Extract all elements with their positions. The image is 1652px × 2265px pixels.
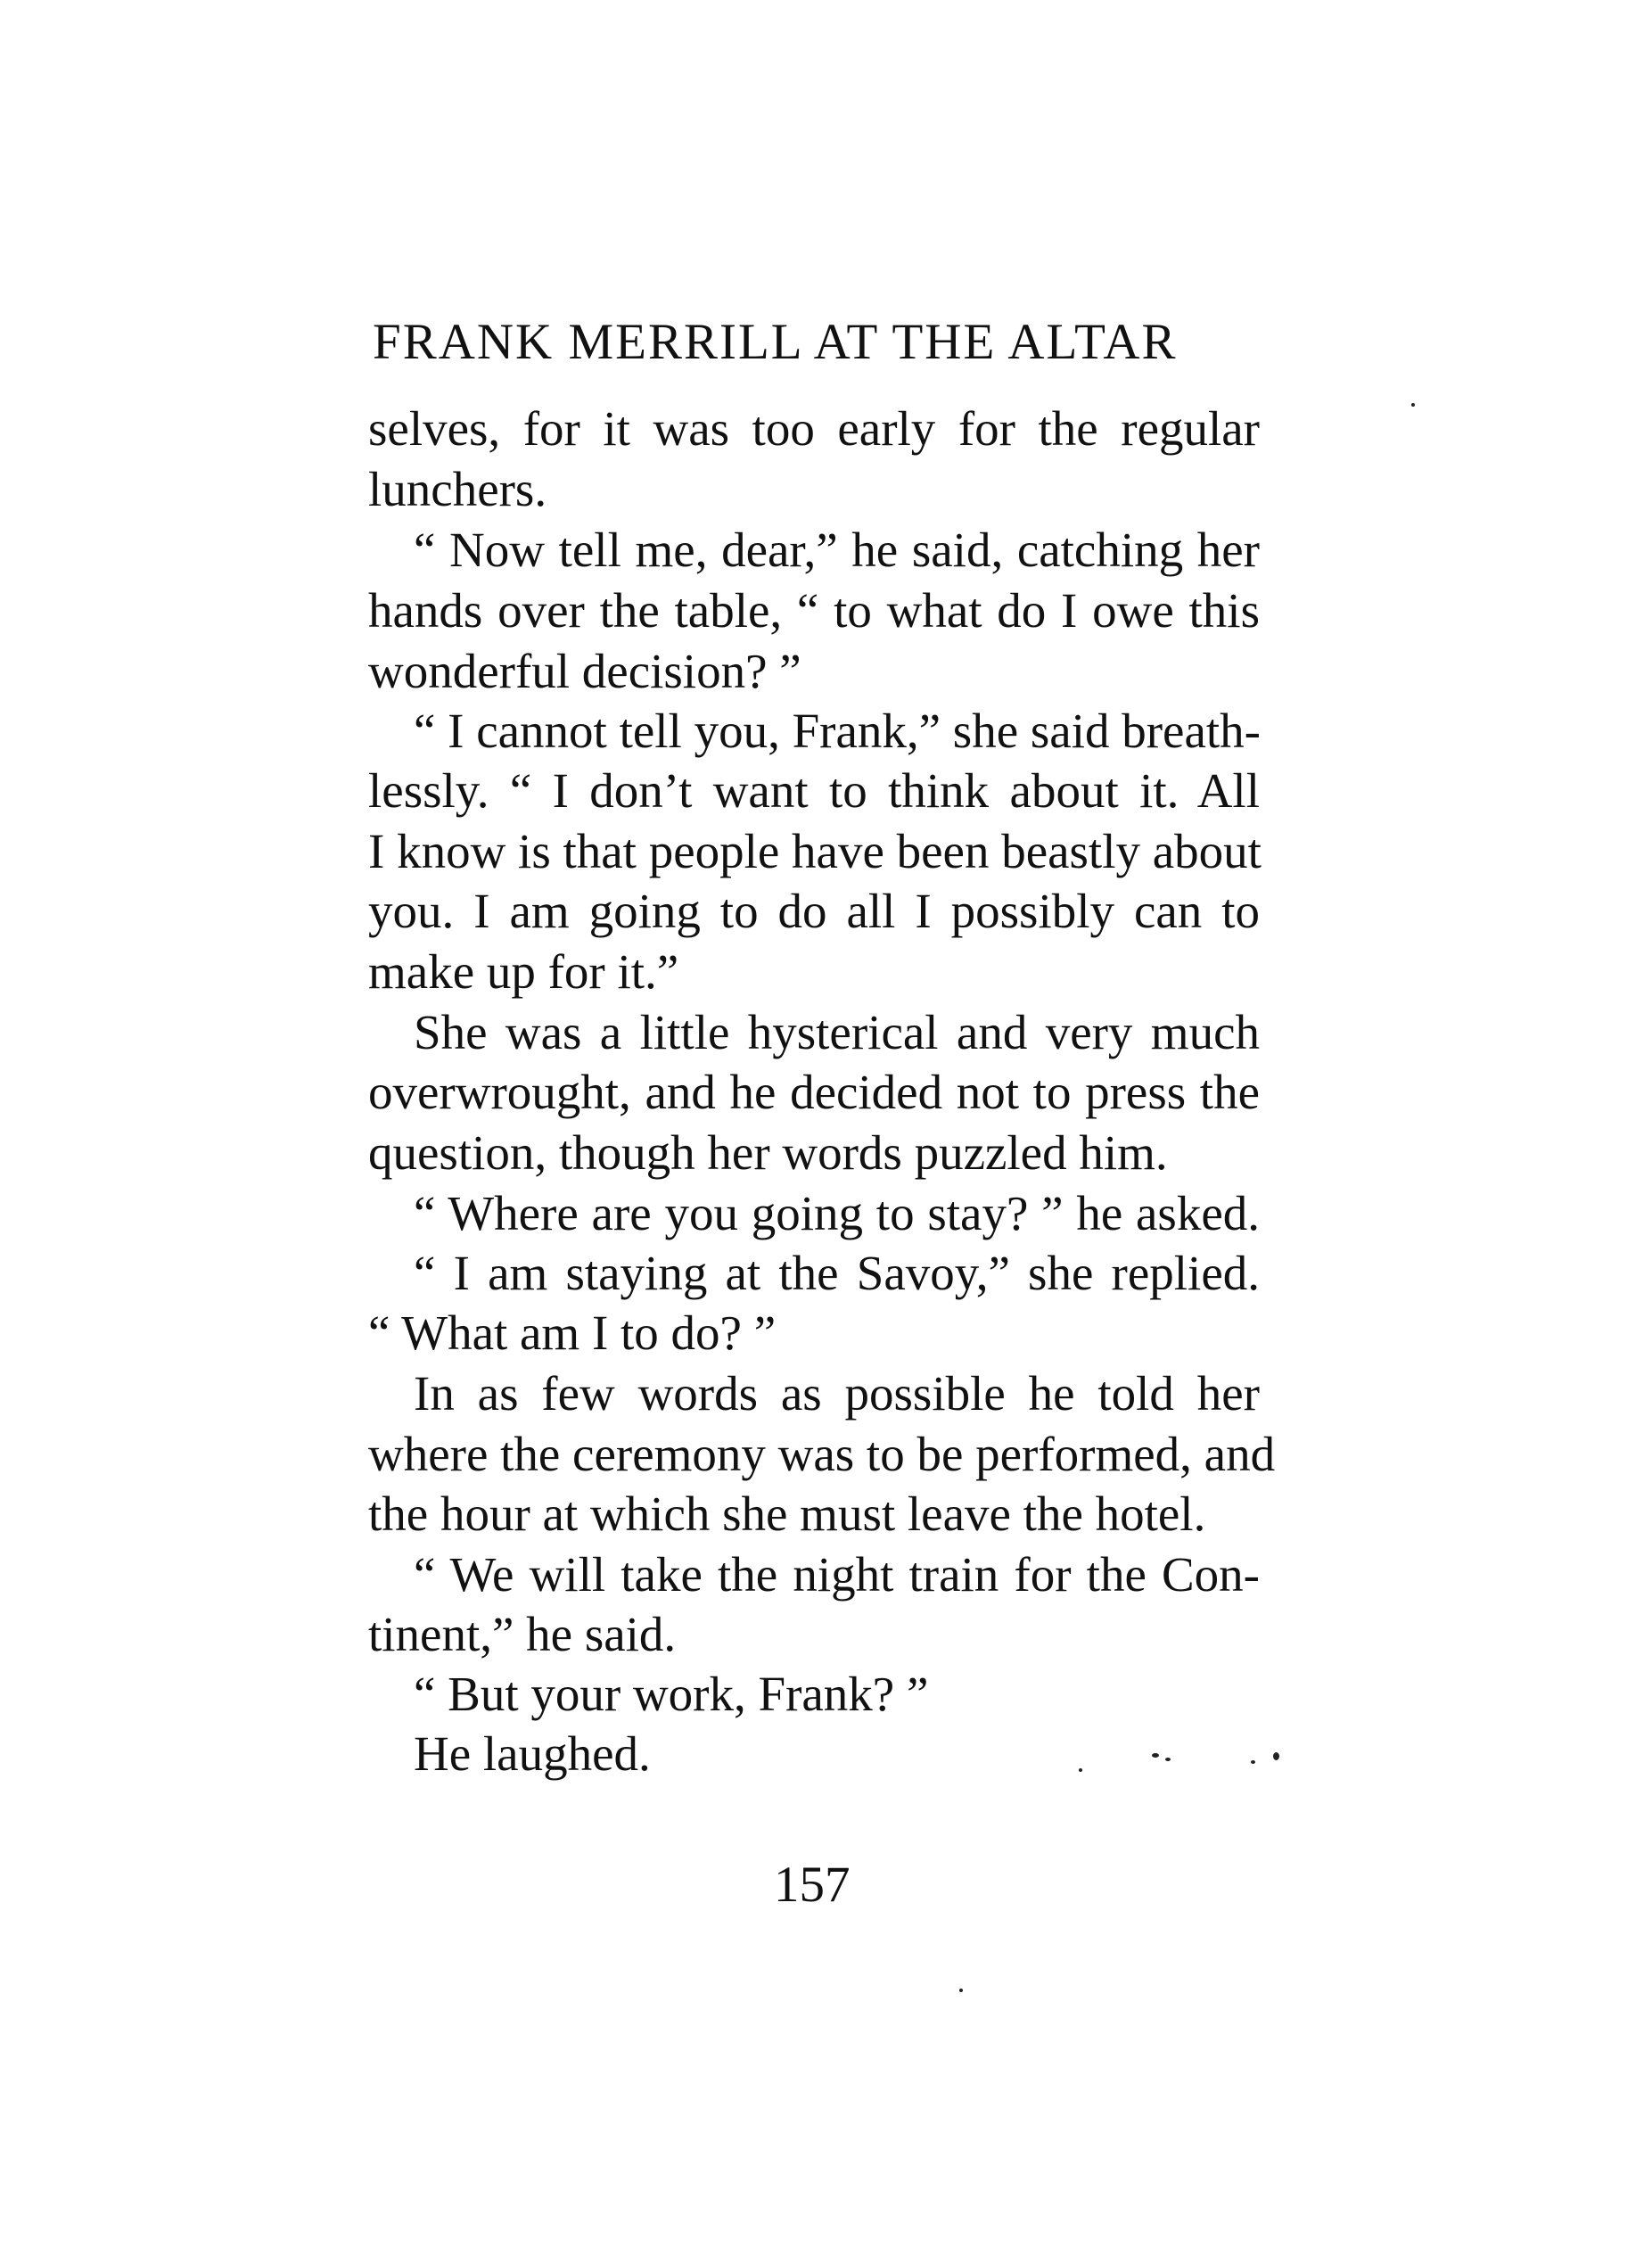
text-line: make up for it.”	[368, 944, 679, 999]
text-line: selves, for it was too early for the regular	[368, 401, 1260, 456]
text-line: wonderful decision? ”	[368, 644, 801, 698]
speck	[1079, 1768, 1082, 1772]
text-line: She was a little hysterical and very much	[414, 1005, 1260, 1059]
text-line: “ I cannot tell you, Frank,” she said breath-	[414, 704, 1261, 758]
text-line: He laughed.	[414, 1726, 651, 1781]
speck	[1165, 1758, 1171, 1761]
speck	[959, 1989, 963, 1992]
text-line: the hour at which she must leave the hotel.	[368, 1487, 1206, 1541]
speck	[1251, 1760, 1255, 1764]
running-title: FRANK MERRILL AT THE ALTAR	[373, 314, 1178, 370]
text-line: “ Now tell me, dear,” he said, catching her	[414, 523, 1260, 577]
page-number: 157	[774, 1857, 851, 1913]
text-line: “ We will take the night train for the Con-	[414, 1547, 1260, 1602]
text-line: tinent,” he said.	[368, 1607, 677, 1661]
text-line: you. I am going to do all I possibly can to	[368, 884, 1260, 938]
text-line: lunchers.	[368, 462, 547, 516]
text-line: “ Where are you going to stay? ” he asked.	[414, 1186, 1260, 1240]
text-line: “ What am I to do? ”	[368, 1305, 777, 1360]
speck	[1152, 1753, 1159, 1758]
speck	[1411, 403, 1415, 407]
text-line: In as few words as possible he told her	[414, 1366, 1260, 1421]
speck	[1273, 1752, 1279, 1760]
text-line: lessly. “ I don’t want to think about it. All	[368, 763, 1260, 818]
text-line: question, though her words puzzled him.	[368, 1125, 1168, 1180]
text-line: “ I am staying at the Savoy,” she replied.	[414, 1246, 1260, 1300]
text-line: “ But your work, Frank? ”	[414, 1667, 929, 1721]
text-line: overwrought, and he decided not to press the	[368, 1065, 1260, 1119]
text-line: hands over the table, “ to what do I owe this	[368, 583, 1260, 638]
text-line: I know is that people have been beastly about	[368, 824, 1262, 878]
text-line: where the ceremony was to be performed, and	[368, 1427, 1276, 1481]
